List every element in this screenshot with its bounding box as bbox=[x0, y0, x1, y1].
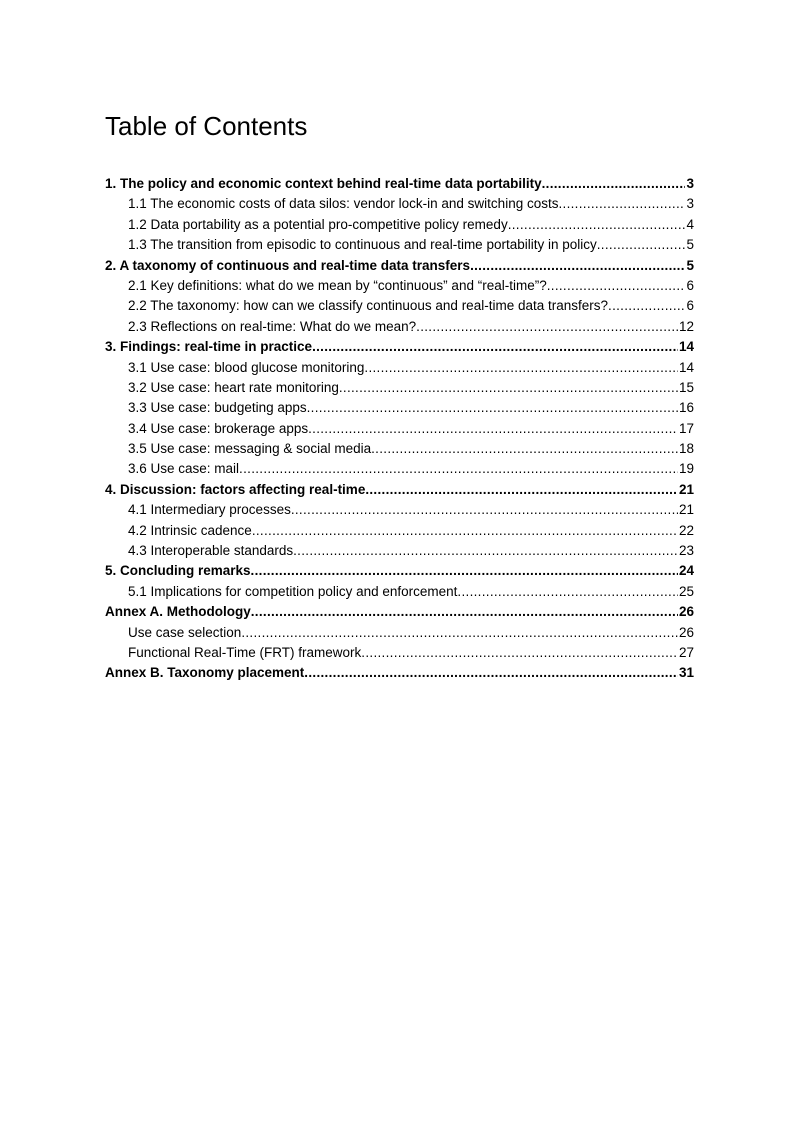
toc-dot-leader bbox=[307, 398, 678, 418]
toc-section-entry[interactable] bbox=[105, 174, 694, 194]
toc-entry-page-number: 17 bbox=[678, 420, 694, 436]
toc-section-entry[interactable] bbox=[105, 561, 694, 581]
toc-entry-page-number: 16 bbox=[678, 400, 694, 416]
toc-subsection-entry[interactable] bbox=[105, 317, 694, 337]
toc-entry-page-number: 26 bbox=[678, 604, 694, 620]
toc-entry-page-number: 5 bbox=[686, 257, 694, 273]
toc-section-entry[interactable] bbox=[105, 663, 694, 683]
toc-title: Table of Contents bbox=[105, 111, 308, 141]
toc-entry-text: 3.5 Use case: messaging & social media bbox=[128, 441, 372, 457]
toc-dot-leader bbox=[252, 521, 678, 541]
toc-list bbox=[105, 174, 694, 684]
toc-entry-text: 3.3 Use case: budgeting apps bbox=[128, 400, 307, 416]
toc-entry-text: 2. A taxonomy of continuous and real-time data transfers bbox=[105, 257, 471, 273]
toc-entry-text: 1. The policy and economic context behind real-time data portability bbox=[105, 176, 542, 191]
toc-entry-text: Annex A. Methodology bbox=[105, 604, 251, 620]
toc-subsection-entry[interactable] bbox=[105, 459, 694, 479]
toc-dot-leader bbox=[364, 358, 678, 378]
toc-subsection-entry[interactable] bbox=[105, 235, 694, 255]
toc-entry-text: 4.1 Intermediary processes bbox=[128, 502, 291, 518]
toc-dot-leader bbox=[542, 174, 686, 194]
toc-entry-text: 5. Concluding remarks bbox=[105, 563, 251, 579]
toc-entry-page-number: 24 bbox=[678, 563, 694, 579]
toc-entry-text: 2.3 Reflections on real-time: What do we mean? bbox=[128, 318, 417, 334]
toc-entry-text: 1.2 Data portability as a potential pro-competitive policy remedy bbox=[128, 216, 508, 232]
toc-entry-text: 5.1 Implications for competition policy and enforcement bbox=[128, 583, 458, 599]
toc-dot-leader bbox=[470, 256, 685, 276]
toc-entry-text: 4. Discussion: factors affecting real-time bbox=[105, 481, 366, 497]
toc-entry-text: 4.2 Intrinsic cadence bbox=[128, 522, 252, 538]
toc-entry-page-number: 19 bbox=[678, 461, 694, 477]
toc-entry-page-number: 3 bbox=[686, 176, 694, 191]
toc-subsection-entry[interactable] bbox=[105, 623, 694, 643]
toc-section-entry[interactable] bbox=[105, 602, 694, 622]
toc-entry-page-number: 27 bbox=[678, 644, 694, 660]
toc-entry-text: 3.1 Use case: blood glucose monitoring bbox=[128, 359, 365, 375]
toc-entry-text: 3.2 Use case: heart rate monitoring bbox=[128, 379, 339, 395]
toc-dot-leader bbox=[508, 215, 686, 235]
toc-entry-page-number: 14 bbox=[678, 359, 694, 375]
toc-subsection-entry[interactable] bbox=[105, 194, 694, 214]
toc-subsection-entry[interactable] bbox=[105, 276, 694, 296]
toc-section-entry[interactable] bbox=[105, 480, 694, 500]
toc-section-entry[interactable] bbox=[105, 337, 694, 357]
toc-dot-leader bbox=[361, 643, 678, 663]
toc-dot-leader bbox=[251, 561, 678, 581]
toc-entry-page-number: 31 bbox=[678, 665, 694, 681]
toc-entry-page-number: 22 bbox=[678, 522, 694, 538]
toc-entry-page-number: 15 bbox=[678, 379, 694, 395]
toc-dot-leader bbox=[304, 663, 678, 683]
toc-subsection-entry[interactable] bbox=[105, 378, 694, 398]
toc-dot-leader bbox=[241, 623, 678, 643]
toc-entry-text: Functional Real-Time (FRT) framework bbox=[128, 644, 362, 660]
toc-entry-page-number: 3 bbox=[686, 196, 694, 212]
toc-entry-page-number: 21 bbox=[678, 502, 694, 518]
toc-entry-text: 2.1 Key definitions: what do we mean by “continuous” and “real-time”? bbox=[128, 277, 547, 293]
toc-entry-page-number: 12 bbox=[678, 318, 694, 334]
toc-entry-text: 3. Findings: real-time in practice bbox=[105, 339, 313, 355]
toc-entry-page-number: 26 bbox=[678, 624, 694, 640]
toc-dot-leader bbox=[608, 296, 685, 316]
toc-subsection-entry[interactable] bbox=[105, 358, 694, 378]
toc-dot-leader bbox=[239, 459, 678, 479]
toc-entry-text: Use case selection bbox=[128, 624, 242, 640]
toc-entry-text: 4.3 Interoperable standards bbox=[128, 543, 294, 559]
toc-entry-page-number: 21 bbox=[678, 481, 694, 497]
toc-subsection-entry[interactable] bbox=[105, 398, 694, 418]
toc-entry-page-number: 4 bbox=[686, 216, 694, 232]
toc-subsection-entry[interactable] bbox=[105, 500, 694, 520]
toc-subsection-entry[interactable] bbox=[105, 643, 694, 663]
toc-dot-leader bbox=[547, 276, 686, 296]
toc-dot-leader bbox=[293, 541, 678, 561]
toc-entry-text: 2.2 The taxonomy: how can we classify continuous and real-time data transfers? bbox=[128, 298, 609, 314]
toc-subsection-entry[interactable] bbox=[105, 296, 694, 316]
toc-dot-leader bbox=[312, 337, 678, 357]
toc-entry-text: 1.1 The economic costs of data silos: vendor lock-in and switching costs bbox=[128, 196, 559, 212]
toc-dot-leader bbox=[597, 235, 686, 255]
toc-entry-page-number: 18 bbox=[678, 441, 694, 457]
toc-entry-page-number: 5 bbox=[686, 237, 694, 253]
toc-entry-page-number: 14 bbox=[678, 339, 694, 355]
toc-subsection-entry[interactable] bbox=[105, 439, 694, 459]
toc-dot-leader bbox=[558, 194, 685, 214]
toc-dot-leader bbox=[365, 480, 678, 500]
toc-dot-leader bbox=[371, 439, 678, 459]
toc-subsection-entry[interactable] bbox=[105, 521, 694, 541]
toc-entry-text: 3.4 Use case: brokerage apps bbox=[128, 420, 309, 436]
toc-entry-text: 3.6 Use case: mail bbox=[128, 461, 240, 477]
toc-dot-leader bbox=[339, 378, 678, 398]
toc-entry-page-number: 6 bbox=[686, 298, 694, 314]
toc-entry-page-number: 25 bbox=[678, 583, 694, 599]
toc-dot-leader bbox=[457, 582, 678, 602]
toc-section-entry[interactable] bbox=[105, 256, 694, 276]
toc-dot-leader bbox=[308, 419, 678, 439]
toc-subsection-entry[interactable] bbox=[105, 541, 694, 561]
toc-dot-leader bbox=[416, 317, 678, 337]
toc-entry-page-number: 6 bbox=[686, 277, 694, 293]
toc-entry-text: Annex B. Taxonomy placement bbox=[105, 665, 305, 681]
toc-dot-leader bbox=[291, 500, 678, 520]
toc-subsection-entry[interactable] bbox=[105, 215, 694, 235]
toc-subsection-entry[interactable] bbox=[105, 419, 694, 439]
toc-subsection-entry[interactable] bbox=[105, 582, 694, 602]
toc-entry-text: 1.3 The transition from episodic to continuous and real-time portability in policy bbox=[128, 237, 597, 253]
toc-entry-page-number: 23 bbox=[678, 543, 694, 559]
toc-dot-leader bbox=[251, 602, 678, 622]
